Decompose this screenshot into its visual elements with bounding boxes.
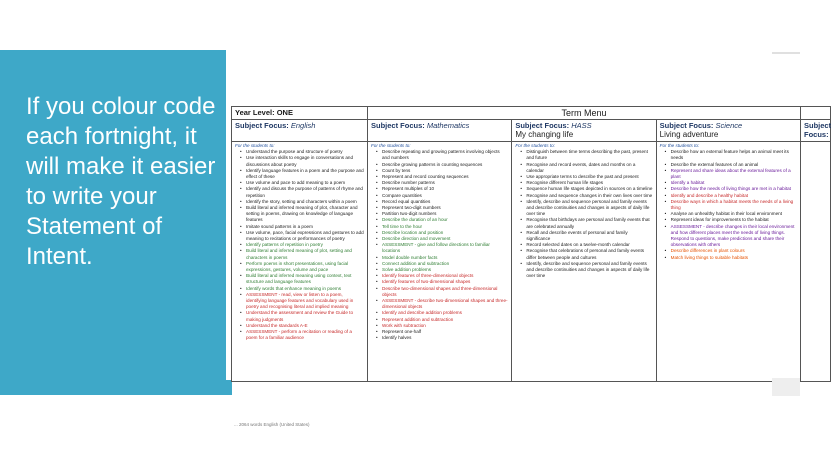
content-mathematics [368,142,512,382]
outcome-item: • Describe the duration of an hour [377,217,508,223]
outcome-item: • Describe location and position [377,230,508,236]
document-top-margin [226,50,800,98]
header-overflow-cell [801,107,831,120]
outcome-item: • ASSESSMENT - describe changes in their local environment and how different places meet the needs of living things. Respond to questions, make predictions and share their observations with others [666,224,797,249]
outcome-item: • Understand the purpose and structure of poetry [241,149,364,155]
outcome-item: • Identify language features in a poem and the purpose and effect of these [241,168,364,180]
focus-label: Subject Focus: [235,121,289,130]
outcome-item: • ASSESSMENT - read, view or listen to a poem, identifying language features and vocabulary used in poetry and recognising literal and implied meaning [241,292,364,311]
outcome-item: • Work with subtraction [377,323,508,329]
students-intro: For the students to: [659,143,700,148]
outcome-item: • Identify words that enhance meaning in poems [241,286,364,292]
outcome-item: • Represent addition and subtraction [377,317,508,323]
outcome-item: • Describe the external features of an animal [666,162,797,168]
students-intro: For the students to: [371,143,411,148]
outcome-item: • Identify features of two-dimensional shapes [377,279,508,285]
focus-label: Subject Focus: [371,121,425,130]
outcome-item: • Represent ideas for improvements to the habitat [666,217,797,223]
outcome-item: • Sequence human life stages depicted in sources on a timeline [521,186,652,192]
outcome-item: • Identify the story, setting and characters within a poem [241,199,364,205]
document-screenshot [226,50,831,427]
outcome-item: • Recognise that celebrations of personal and family events differ between people and cultures [521,248,652,260]
outcome-list [235,149,364,341]
content-row [232,142,831,382]
focus-science [656,120,800,142]
outcome-item: • Match living things to suitable habitats [666,255,797,261]
outcome-item: • Identify, describe and sequence personal and family events and describe continuities and changes in aspects of daily life over time [521,199,652,218]
outcome-item: • Solve addition problems [377,267,508,273]
students-intro: For the students to: [235,143,275,148]
focus-unit: My changing life [515,130,574,139]
outcome-item: • ASSESSMENT - perform a recitation or reading of a poem for a familiar audience [241,329,364,341]
outcome-item: • Identify and discuss the purpose of patterns of rhyme and repetition [241,186,364,198]
outcome-item: • Model double number facts [377,255,508,261]
outcome-item: • Describe ways in which a habitat meets the needs of a living thing [666,199,797,211]
outcome-item: • Recognise different human life stages [521,180,652,186]
outcome-item: • Identify and describe a healthy habitat [666,193,797,199]
outcome-list [515,149,652,279]
outcome-item: • Describe number patterns [377,180,508,186]
outcome-item: • Describe differences in plant colours [666,248,797,254]
slide-caption: If you colour code each fortnight, it will make it easier to write your Statement of Intent. [26,93,216,270]
term-menu-title: Term Menu [368,107,801,120]
outcome-item: • Describe growing patterns in counting sequences [377,162,508,168]
focus-subject: Science [715,121,743,130]
outcome-item: • Identify a habitat [666,180,797,186]
status-bar-text: ... 2064 words English (United States) [234,422,310,427]
content-hass [512,142,656,382]
outcome-item: • Analyse an unhealthy habitat in their local environment [666,211,797,217]
focus-overflow-label: Subject Focus: [804,121,831,139]
focus-overflow-cell [801,120,831,142]
focus-unit: Living adventure [659,130,719,139]
content-english [232,142,368,382]
outcome-item: • Use interaction skills to engage in conversations and discussions about poetry [241,155,364,167]
outcome-item: • ASSESSMENT - describe two-dimensional shapes and three-dimensional objects [377,298,508,310]
outcome-item: • Represent two-digit numbers [377,205,508,211]
outcome-list [660,149,797,261]
focus-english [232,120,368,142]
outcome-item: • Describe how an external feature helps an animal meet its needs [666,149,797,161]
focus-hass [512,120,656,142]
outcome-item: • Build literal and inferred meaning of plot, character and setting in poems, drawing on knowledge of language features [241,205,364,224]
outcome-item: • Represent and record counting sequences [377,174,508,180]
outcome-item: • Identify and describe addition problems [377,310,508,316]
term-menu-table [231,106,831,382]
outcome-item: • Recognise and sequence changes in their own lives over time [521,193,652,199]
outcome-item: • Compare quantities [377,193,508,199]
outcome-item: • Use appropriate terms to describe the past and present [521,174,652,180]
outcome-item: • ASSESSMENT - give and follow directions to familiar locations [377,242,508,254]
outcome-item: • Describe direction and movement [377,236,508,242]
outcome-item: • Identify patterns of repetition in poetry [241,242,364,248]
outcome-item: • Distinguish between time terms describing the past, present and future [521,149,652,161]
focus-mathematics [368,120,512,142]
outcome-item: • Use volume and pace to add meaning to a poem [241,180,364,186]
outcome-item: • Describe repeating and growing patterns involving objects and numbers [377,149,508,161]
focus-subject: English [290,121,316,130]
outcome-item: • Describe how the needs of living things are met in a habitat [666,186,797,192]
outcome-item: • Partition two-digit numbers [377,211,508,217]
header-row [232,107,831,120]
page-edge-bottom [772,378,800,396]
focus-label: Subject Focus: [515,121,570,130]
year-level: Year Level: ONE [232,107,368,120]
outcome-item: • Use volume, pace, facial expressions and gestures to add meaning to recitations or performances of poetry [241,230,364,242]
outcome-item: • Identify, describe and sequence personal and family events and describe continuities and changes in aspects of daily life over time [521,261,652,280]
outcome-list [371,149,508,341]
outcome-item: • Recognise that birthdays are personal and family events that are celebrated annually [521,217,652,229]
outcome-item: • Record selected dates on a twelve-month calendar [521,242,652,248]
outcome-item: • Understand the assessment and review the Guide to making judgments [241,310,364,322]
content-science [656,142,800,382]
outcome-item: • Perform poems in short presentations, using facial expressions, gestures, volume and pace [241,261,364,273]
outcome-item: • Represent one-half [377,329,508,335]
outcome-item: • Represent and share ideas about the external features of a plant [666,168,797,180]
outcome-item: • Identify halves [377,335,508,341]
outcome-item: • Recall and describe events of personal and family significance [521,230,652,242]
focus-label: Subject Focus: [659,121,714,130]
outcome-item: • Build literal and inferred meaning using context, text structure and language features [241,273,364,285]
outcome-item: • Recognise and record events, dates and months on a calendar [521,162,652,174]
page-edge [772,52,800,54]
focus-subject: Mathematics [426,121,470,130]
outcome-item: • Count by tens [377,168,508,174]
outcome-item: • Understand the standards A-E [241,323,364,329]
outcome-item: • Represent multiples of 10 [377,186,508,192]
content-overflow-cell [801,142,831,382]
focus-subject: HASS [571,121,592,130]
outcome-item: • Connect addition and subtraction [377,261,508,267]
outcome-item: • Imitate sound patterns in a poem [241,224,364,230]
outcome-item: • Build literal and inferred meaning of plot, setting and characters in poems [241,248,364,260]
outcome-item: • Tell time to the hour [377,224,508,230]
outcome-item: • Describe two-dimensional shapes and three-dimensional objects [377,286,508,298]
subject-focus-row [232,120,831,142]
students-intro: For the students to: [515,143,555,148]
outcome-item: • Identify features of three-dimensional objects [377,273,508,279]
outcome-item: • Record equal quantities [377,199,508,205]
